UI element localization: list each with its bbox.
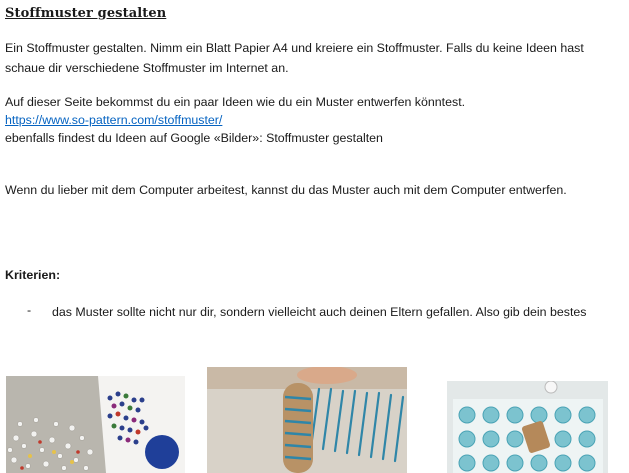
criteria-item: das Muster sollte nicht nur dir, sondern vielleicht auch deinen Eltern gefallen. Also gib dein bestes (52, 305, 587, 319)
dot-pattern-photo (6, 376, 185, 473)
pattern-website-link[interactable]: https://www.so-pattern.com/stoffmuster/ (5, 113, 223, 127)
criteria-heading: Kriterien: (5, 268, 61, 282)
google-images-line: ebenfalls findest du Ideen auf Google «Bilder»: Stoffmuster gestalten (5, 131, 383, 145)
intro-paragraph: Ein Stoffmuster gestalten. Nimm ein Blatt Papier A4 und kreiere ein Stoffmuster. Falls du keine Ideen hast schaue dir verschiedene Stoffmuster im Internet an. (5, 41, 584, 75)
ideas-line: Auf dieser Seite bekommst du ein paar Ideen wie du ein Muster entwerfen könntest. (5, 95, 466, 109)
document-title: Stoffmuster gestalten (5, 6, 167, 21)
button-stamp-photo (447, 381, 608, 473)
ideas-paragraph (5, 93, 621, 147)
bullet-marker: - (27, 303, 32, 317)
roller-stamp-photo (207, 367, 407, 473)
computer-paragraph: Wenn du lieber mit dem Computer arbeitest, kannst du das Muster auch mit dem Computer entwerfen. (5, 183, 567, 197)
